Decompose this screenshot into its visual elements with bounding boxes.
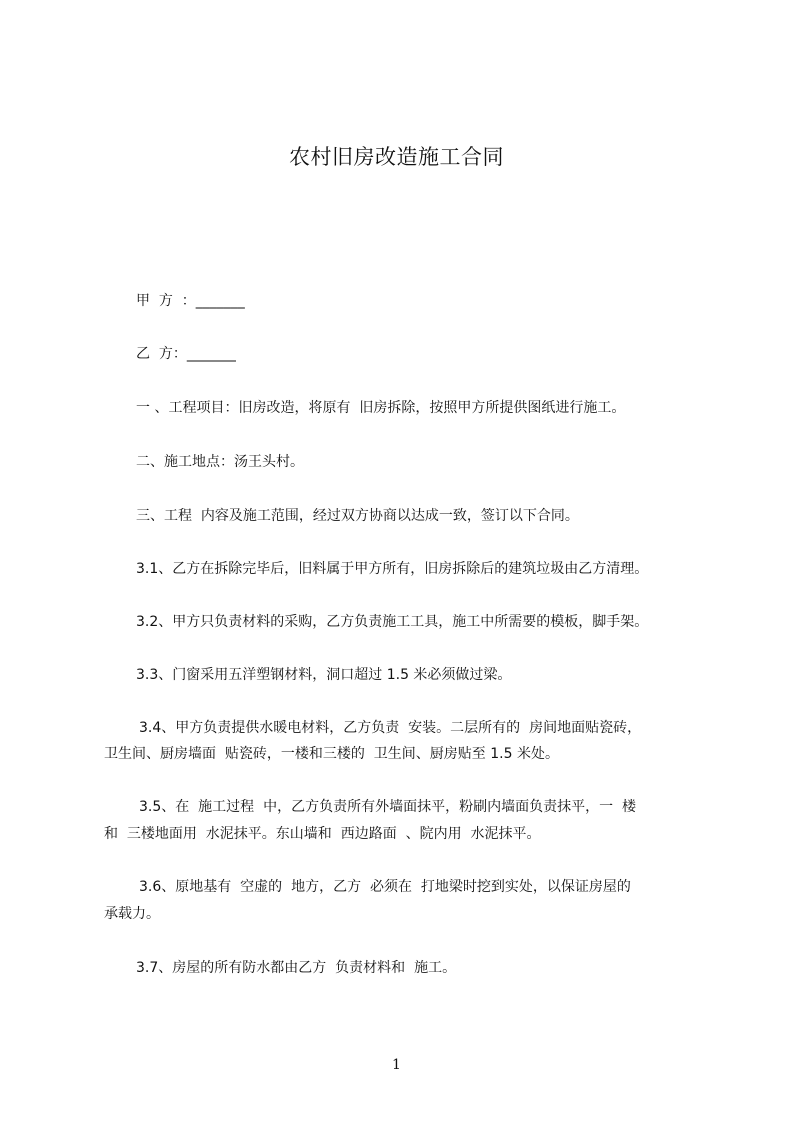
section-2-location: 二、施工地点：汤王头村。 [136,454,304,470]
party-a-line: 甲 方 ：_______ [136,293,245,309]
clause-3-3: 3.3、门窗采用五洋塑钢材料，洞口超过 1.5 米必须做过梁。 [136,667,512,683]
clause-3-5-line-1: 3.5、在 施工过程 中，乙方负责所有外墙面抹平，粉刷内墙面负责抹平，一 楼 [139,799,636,815]
clause-3-2: 3.2、甲方只负责材料的采购，乙方负责施工工具，施工中所需要的模板，脚手架。 [136,614,649,630]
clause-3-1: 3.1、乙方在拆除完毕后，旧料属于甲方所有，旧房拆除后的建筑垃圾由乙方清理。 [136,561,649,577]
clause-3-5-line-2: 和 三楼地面用 水泥抹平。东山墙和 西边路面 、院内用 水泥抹平。 [104,826,541,842]
party-b-line: 乙 方：_______ [136,346,236,362]
clause-3-6-line-1: 3.6、原地基有 空虚的 地方，乙方 必须在 打地梁时挖到实处，以保证房屋的 [139,879,631,895]
clause-3-4-line-2: 卫生间、厨房墙面 贴瓷砖，一楼和三楼的 卫生间、厨房贴至 1.5 米处。 [104,746,559,762]
clause-3-4-line-1: 3.4、甲方负责提供水暖电材料，乙方负责 安装。二层所有的 房间地面贴瓷砖， [139,720,642,736]
section-3-scope: 三、工程 内容及施工范围，经过双方协商以达成一致，签订以下合同。 [136,508,579,524]
clause-3-7: 3.7、房屋的所有防水都由乙方 负责材料和 施工。 [136,960,457,976]
page-number: 1 [392,1057,401,1073]
section-1-project: 一 、工程项目：旧房改造，将原有 旧房拆除，按照甲方所提供图纸进行施工。 [136,400,626,416]
document-title: 农村旧房改造施工合同 [289,145,504,169]
clause-3-6-line-2: 承载力。 [104,906,160,922]
